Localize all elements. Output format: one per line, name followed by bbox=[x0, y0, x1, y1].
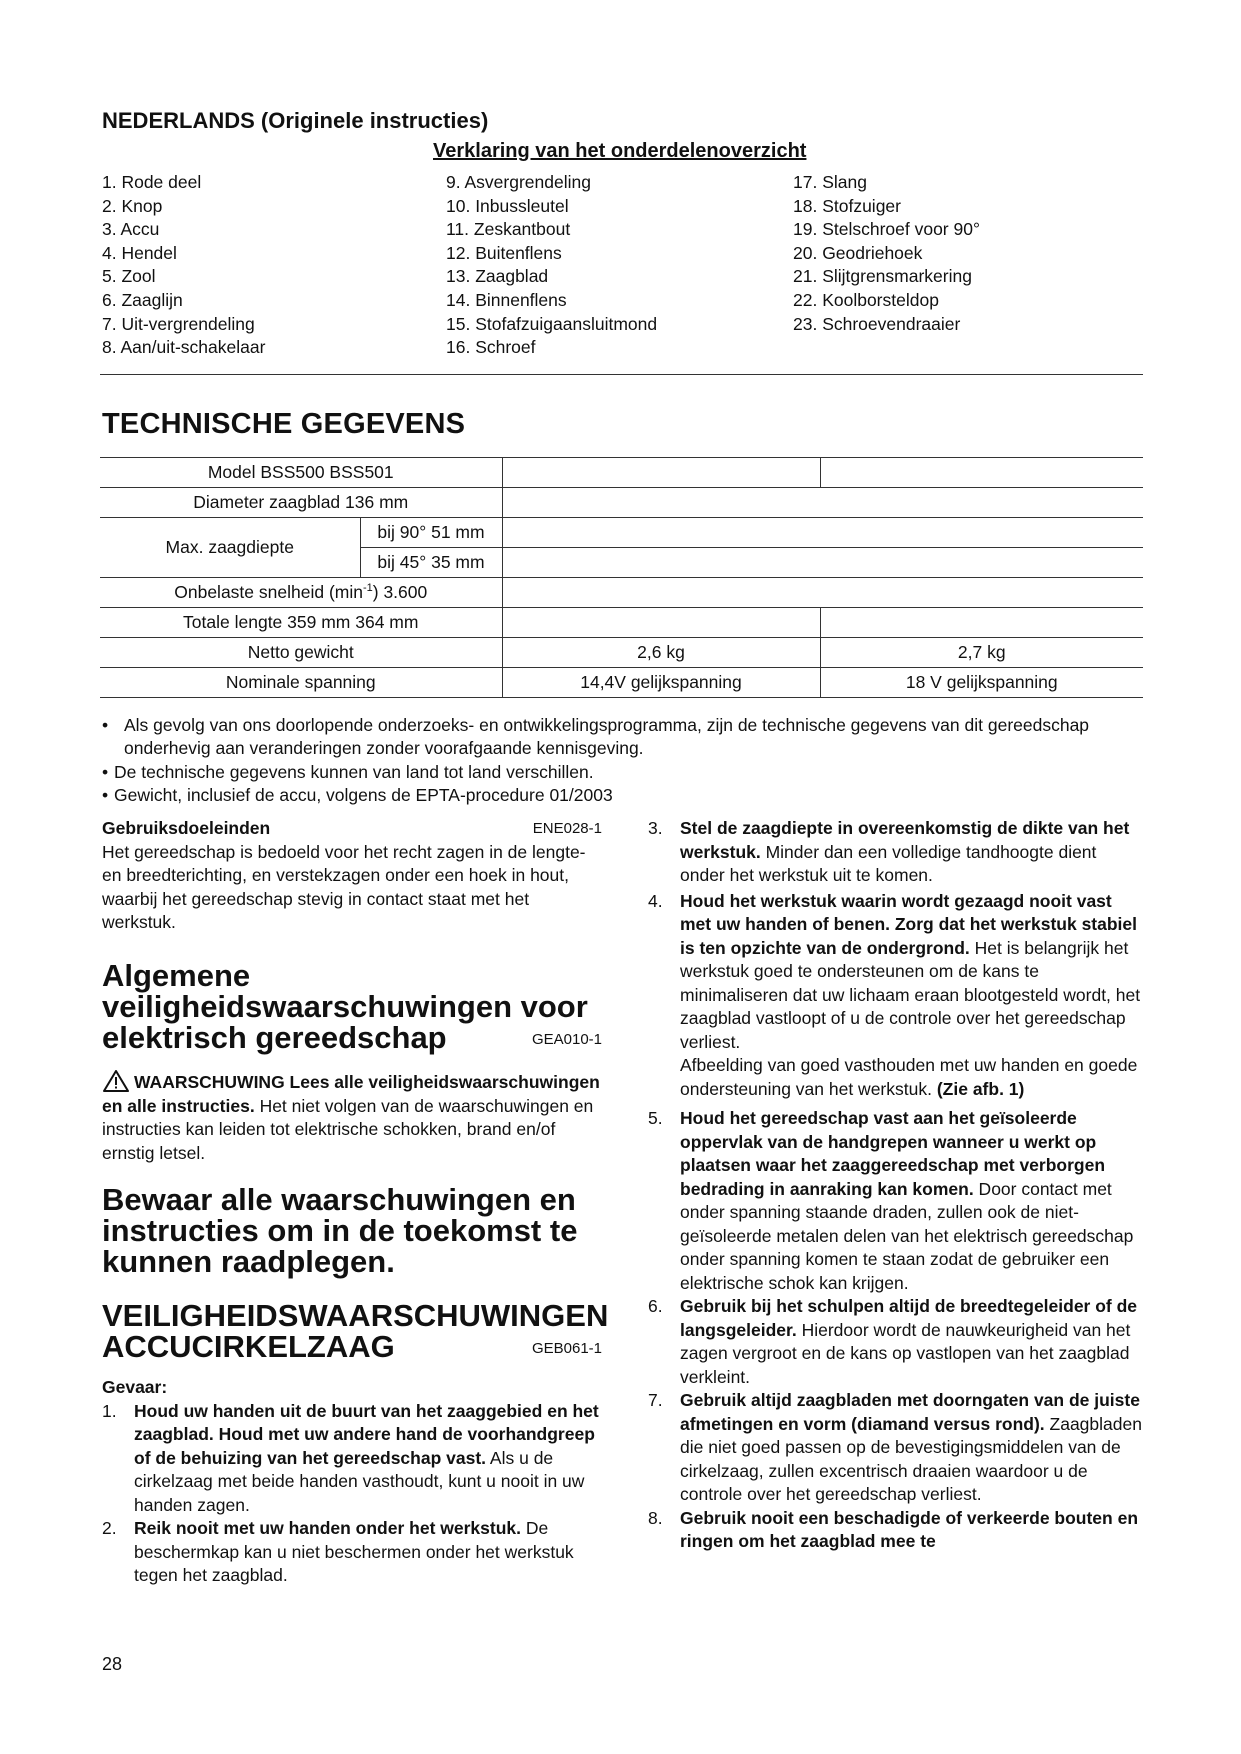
spec-cell: Nominale spanning bbox=[100, 668, 502, 698]
speed-superscript: -1 bbox=[362, 582, 373, 595]
table-row bbox=[100, 488, 1143, 518]
legend-item: 19. Stelschroef voor 90° bbox=[793, 219, 980, 240]
intended-use-title: Gebruiksdoeleinden bbox=[102, 818, 271, 838]
saw-safety-code: GEB061-1 bbox=[531, 1339, 602, 1357]
item-number: 1. bbox=[102, 1400, 117, 1421]
item-bold: Gebruik nooit een beschadigde of verkeerde bouten en ringen om het zaagblad mee te bbox=[680, 1507, 1139, 1551]
table-row bbox=[100, 638, 1143, 668]
legend-column-1 bbox=[102, 171, 265, 360]
bullet: • bbox=[102, 715, 109, 735]
list-item bbox=[648, 817, 1143, 888]
speed-label: Onbelaste snelheid (min bbox=[174, 582, 363, 602]
item-text: Minder dan een volledige tandhoogte dient onder het werkstuk uit te komen. bbox=[680, 841, 1097, 885]
item-text: De beschermkap kan u niet beschermen onder het werkstuk tegen het zaagblad. bbox=[134, 1518, 574, 1585]
item-number: 8. bbox=[648, 1507, 663, 1528]
legend-item: 22. Koolborsteldop bbox=[793, 289, 939, 310]
bullet: • bbox=[102, 761, 109, 782]
item-number: 6. bbox=[648, 1296, 663, 1316]
tech-heading: TECHNISCHE GEGEVENS bbox=[102, 408, 466, 440]
item-bold: Houd uw handen uit de buurt van het zaaggebied en het zaagblad. Houd met uw andere hand de voorhandgreep of de behuizing van het gereedschap vast. bbox=[134, 1400, 599, 1468]
language-title: NEDERLANDS (Originele instructies) bbox=[102, 108, 489, 133]
spec-cell bbox=[820, 458, 1143, 488]
item-text: Hierdoor wordt de nauwkeurigheid van het zagen vergroot en de kans op vastlopen van het zaagblad verkleint. bbox=[680, 1319, 1131, 1387]
legend-item: 15. Stofafzuigaansluitmond bbox=[446, 313, 658, 334]
note-text: Als gevolg van ons doorlopende onderzoeks- en ontwikkelingsprogramma, zijn de technische gegevens van dit gereedschap onderhevig aan veranderingen zonder voorafgaande kennisgeving. bbox=[124, 715, 1090, 759]
note-text: De technische gegevens kunnen van land tot land verschillen. bbox=[114, 761, 594, 782]
legend-item: 13. Zaagblad bbox=[446, 266, 549, 287]
spec-cell: bij 90° 51 mm bbox=[360, 518, 502, 548]
page-number: 28 bbox=[102, 1654, 123, 1674]
item-number: 5. bbox=[648, 1108, 663, 1128]
list-item bbox=[648, 1295, 1143, 1389]
item-extra: Afbeelding van goed vasthouden met uw handen en goede ondersteuning van het werkstuk. bbox=[680, 1055, 1138, 1099]
legend-item: 5. Zool bbox=[102, 266, 156, 287]
saw-safety-continued bbox=[648, 817, 1143, 1554]
legend-item: 18. Stofzuiger bbox=[793, 195, 901, 216]
spec-cell: Totale lengte 359 mm 364 mm bbox=[100, 608, 502, 638]
legend-item: 4. Hendel bbox=[102, 242, 177, 263]
item-bold: Houd het gereedschap vast aan het geïsoleerde oppervlak van de handgrepen wanneer u werkt op plaatsen waar het zaaggereedschap met verborgen bedrading in aanraking kan komen. bbox=[680, 1108, 1106, 1199]
note-text: Gewicht, inclusief de accu, volgens de EPTA-procedure 01/2003 bbox=[114, 785, 613, 806]
legend-item: 3. Accu bbox=[102, 219, 160, 240]
legend-item: 23. Schroevendraaier bbox=[793, 313, 961, 334]
table-row bbox=[100, 518, 1143, 548]
legend-item: 11. Zeskantbout bbox=[446, 219, 571, 240]
intended-use-text: Het gereedschap is bedoeld voor het recht zagen in de lengte- en breedterichting, en verstekzagen onder een hoek in hout, waarbij het gereedschap stevig in contact staat met het werkstuk. bbox=[102, 841, 586, 932]
list-item bbox=[648, 1507, 1143, 1554]
spec-cell bbox=[502, 488, 1143, 518]
list-item bbox=[648, 890, 1143, 1102]
item-text: Als u de cirkelzaag met beide handen vasthoudt, kunt u nooit in uw handen zagen. bbox=[134, 1447, 585, 1515]
legend-item: 10. Inbussleutel bbox=[446, 195, 569, 216]
list-item bbox=[102, 714, 1142, 761]
legend-item: 7. Uit-vergrendeling bbox=[102, 313, 255, 334]
spec-cell bbox=[502, 458, 820, 488]
item-number: 3. bbox=[648, 818, 663, 838]
item-bold: Gebruik bij het schulpen altijd de breedtegeleider of de langsgeleider. bbox=[680, 1296, 1138, 1340]
item-bold: Reik nooit met uw handen onder het werkstuk. bbox=[134, 1518, 521, 1538]
table-row bbox=[100, 578, 1143, 608]
spec-cell bbox=[502, 608, 820, 638]
item-number: 7. bbox=[648, 1390, 663, 1410]
item-bold: Gebruik altijd zaagbladen met doorngaten van de juiste afmetingen en vorm (diamand versus rond). bbox=[680, 1390, 1140, 1434]
saw-safety-section bbox=[102, 1298, 609, 1588]
item-bold: Houd het werkstuk waarin wordt gezaagd nooit vast met uw handen of benen. Zorg dat het werkstuk stabiel is ten opzichte van de ondergrond. bbox=[680, 890, 1138, 958]
danger-label: Gevaar: bbox=[102, 1377, 168, 1397]
item-text: Het is belangrijk het werkstuk goed te ondersteunen om de kans te minimaliseren dat uw lichaam eraan blootgesteld wordt, het zaagblad vastloopt of u de controle over het gereedschap verliest. bbox=[680, 937, 1141, 1052]
spec-cell bbox=[820, 608, 1143, 638]
spec-cell bbox=[502, 548, 1143, 578]
section-divider bbox=[100, 374, 1143, 375]
keep-instructions-heading-wrap bbox=[102, 1184, 602, 1277]
warning-text: Het niet volgen van de waarschuwingen en instructies kan leiden tot elektrische schokken, brand en/of ernstig letsel. bbox=[102, 1095, 594, 1163]
spec-cell: Max. zaagdiepte bbox=[100, 518, 360, 578]
legend-item: 21. Slijtgrensmarkering bbox=[793, 266, 972, 287]
spec-table bbox=[100, 457, 1143, 698]
list-item bbox=[102, 784, 1142, 807]
legend-item: 9. Asvergrendeling bbox=[446, 172, 591, 192]
item-bold: Stel de zaagdiepte in overeenkomstig de dikte van het werkstuk. bbox=[680, 818, 1130, 862]
legend-item: 20. Geodriehoek bbox=[793, 242, 923, 263]
figure-reference: (Zie afb. 1) bbox=[936, 1078, 1025, 1099]
general-safety-code: GEA010-1 bbox=[531, 1030, 602, 1048]
list-item bbox=[102, 1400, 602, 1518]
saw-safety-heading: VEILIGHEIDSWAARSCHUWINGEN ACCUCIRKELZAAG bbox=[102, 1298, 609, 1364]
spec-cell: Diameter zaagblad 136 mm bbox=[100, 488, 502, 518]
legend-column-3 bbox=[793, 171, 980, 336]
spec-cell: Netto gewicht bbox=[100, 638, 502, 668]
list-item bbox=[102, 1517, 602, 1588]
spec-cell bbox=[502, 518, 1143, 548]
list-item bbox=[648, 1107, 1143, 1295]
intended-use-section bbox=[102, 817, 602, 935]
spec-cell: bij 45° 35 mm bbox=[360, 548, 502, 578]
list-item bbox=[648, 1389, 1143, 1507]
intended-use-code: ENE028-1 bbox=[532, 820, 602, 837]
legend-column-2 bbox=[446, 171, 657, 360]
table-row bbox=[100, 608, 1143, 638]
general-safety-section bbox=[102, 960, 602, 1165]
legend-item: 16. Schroef bbox=[446, 337, 536, 358]
legend-item: 12. Buitenflens bbox=[446, 242, 562, 263]
spec-cell: 14,4V gelijkspanning bbox=[502, 668, 820, 698]
item-text: Zaagbladen die niet goed passen op de bevestigingsmiddelen van de cirkelzaag, zullen excentrisch draaien waardoor u de controle over het gereedschap verliest. bbox=[680, 1413, 1142, 1504]
item-number: 4. bbox=[648, 890, 663, 911]
legend-item: 14. Binnenflens bbox=[446, 289, 567, 310]
speed-value: ) 3.600 bbox=[372, 582, 428, 602]
legend-item: 2. Knop bbox=[102, 195, 163, 216]
spec-cell bbox=[502, 578, 1143, 608]
warning-bold: WAARSCHUWING Lees alle veiligheidswaarschuwingen en alle instructies. bbox=[102, 1072, 600, 1116]
list-item bbox=[102, 761, 1142, 784]
spec-notes bbox=[102, 714, 1142, 808]
legend-title: Verklaring van het onderdelenoverzicht bbox=[433, 140, 807, 162]
legend-item: 1. Rode deel bbox=[102, 172, 202, 192]
warning-paragraph bbox=[102, 1069, 602, 1165]
spec-cell bbox=[100, 578, 502, 608]
spec-cell: 18 V gelijkspanning bbox=[820, 668, 1143, 698]
legend-item: 6. Zaaglijn bbox=[102, 289, 183, 310]
general-safety-heading: Algemene veiligheidswaarschuwingen voor elektrisch gereedschap bbox=[102, 958, 588, 1055]
spec-cell: 2,6 kg bbox=[502, 638, 820, 668]
table-row bbox=[100, 668, 1143, 698]
legend-item: 17. Slang bbox=[793, 172, 867, 192]
table-row bbox=[100, 458, 1143, 488]
warning-triangle-icon bbox=[102, 1069, 130, 1093]
item-number: 2. bbox=[102, 1518, 117, 1538]
keep-instructions-heading: Bewaar alle waarschuwingen en instructies om in de toekomst te kunnen raadplegen. bbox=[102, 1182, 578, 1279]
spec-cell: 2,7 kg bbox=[820, 638, 1143, 668]
legend-item: 8. Aan/uit-schakelaar bbox=[102, 337, 266, 358]
bullet: • bbox=[102, 785, 109, 806]
item-text: Door contact met onder spanning staande draden, zullen ook de niet-geïsoleerde metalen delen van het elektrisch gereedschap onder spanning komen te staan zodat de gebruiker een elektrische schok kan krijgen. bbox=[680, 1178, 1134, 1293]
spec-cell: Model BSS500 BSS501 bbox=[100, 458, 502, 488]
